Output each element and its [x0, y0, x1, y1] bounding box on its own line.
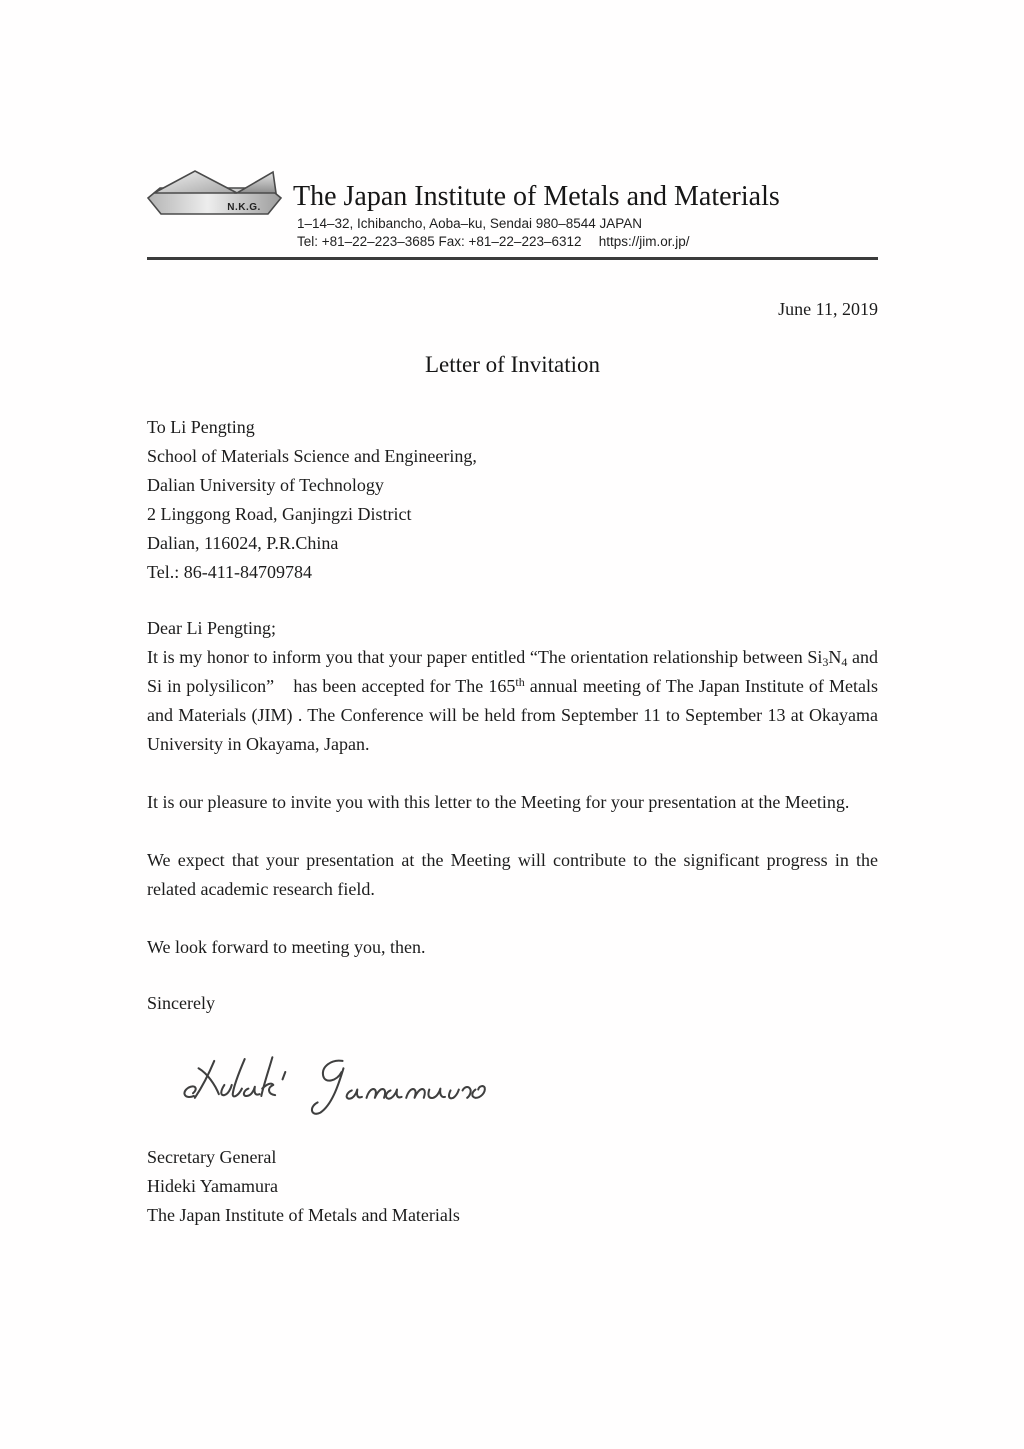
signoff-organization: The Japan Institute of Metals and Materials	[147, 1205, 460, 1225]
paragraph-text: annual meeting of The Japan Institute of Metals and Materials (JIM) . The Conference will be held from September 11 to September 13 at Okayama University in Okayama, Japan.	[147, 676, 878, 754]
salutation: Dear Li Pengting;	[147, 618, 276, 638]
body-paragraph-1	[147, 643, 878, 759]
letter-title: Letter of Invitation	[425, 352, 600, 377]
body-paragraph-3: We expect that your presentation at the Meeting will contribute to the significant progress in the related academic research field.	[147, 850, 878, 899]
subscript-text: 3	[822, 655, 829, 669]
letterhead-phone-line: Tel: +81–22–223–3685 Fax: +81–22–223–6312 https://jim.or.jp/	[297, 233, 690, 249]
signoff-title: Secretary General	[147, 1147, 277, 1167]
letterhead-text	[282, 168, 780, 250]
superscript-text: th	[515, 675, 525, 689]
paragraph-text: N	[828, 647, 842, 667]
recipient-line: Dalian, 116024, P.R.China	[147, 533, 339, 553]
signoff-block	[147, 1143, 878, 1230]
recipient-block	[147, 413, 878, 587]
letterhead-address-line: 1–14–32, Ichibancho, Aoba–ku, Sendai 980–8544 JAPAN	[297, 216, 643, 231]
recipient-line: Tel.: 86-411-84709784	[147, 562, 313, 582]
subscript-text: 4	[841, 655, 848, 669]
recipient-line: 2 Linggong Road, Ganjingzi District	[147, 504, 412, 524]
letter-body	[147, 168, 878, 1230]
body-paragraph-4: We look forward to meeting you, then.	[147, 937, 426, 957]
valediction: Sincerely	[147, 993, 215, 1013]
letter-date: June 11, 2019	[778, 299, 878, 319]
nkg-logo-icon	[147, 168, 282, 220]
signoff-name: Hideki Yamamura	[147, 1176, 278, 1196]
recipient-line: To Li Pengting	[147, 417, 255, 437]
logo-label: N.K.G.	[227, 202, 261, 213]
recipient-line: Dalian University of Technology	[147, 475, 384, 495]
letterhead	[147, 168, 878, 260]
paragraph-text: It is my honor to inform you that your paper entitled “The orientation relationship between Si	[147, 647, 823, 667]
recipient-line: School of Materials Science and Engineering,	[147, 446, 477, 466]
organization-name: The Japan Institute of Metals and Materials	[293, 181, 780, 212]
letterhead-contact	[293, 212, 780, 250]
body-paragraph-2: It is our pleasure to invite you with this letter to the Meeting for your presentation at the Meeting.	[147, 792, 850, 812]
paragraph-text: and Si in polysilicon” has been accepted for The 165	[147, 647, 878, 696]
handwritten-signature-image	[157, 1048, 517, 1120]
